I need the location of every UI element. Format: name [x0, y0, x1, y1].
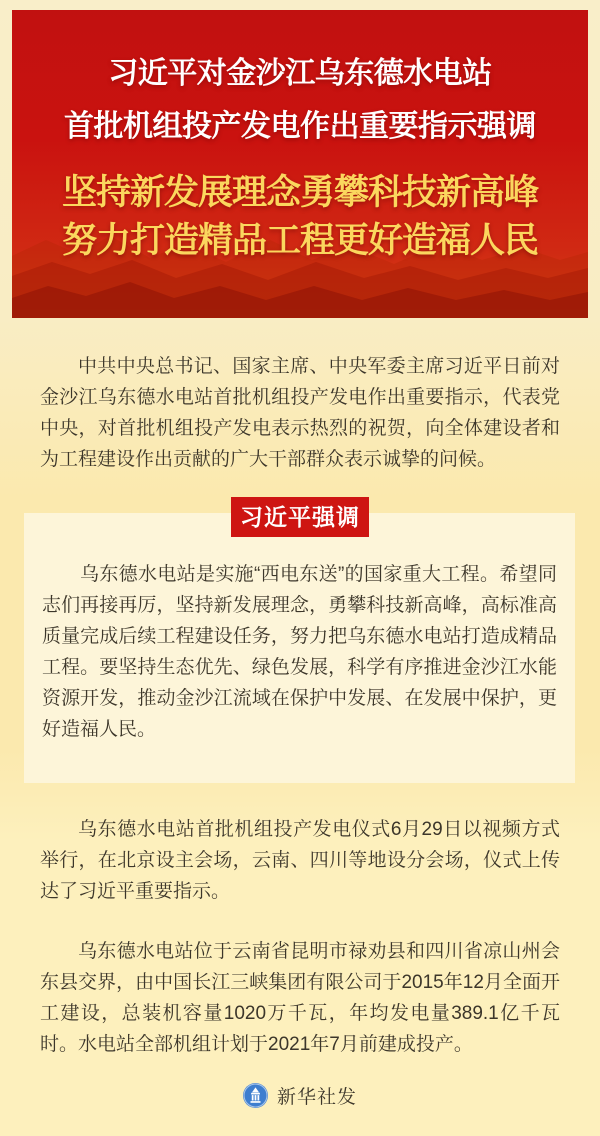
ceremony-paragraph: 乌东德水电站首批机组投产发电仪式6月29日以视频方式举行，在北京设主会场，云南、四川等地设分会场，仪式上传达了习近平重要指示。: [40, 819, 560, 902]
quote-box: [24, 513, 575, 783]
masthead: [12, 10, 588, 318]
quote-paragraph: 乌东德水电站是实施“西电东送”的国家重大工程。希望同志们再接再厉，坚持新发展理念，勇攀科技新高峰，高标准高质量完成后续工程建设任务，努力把乌东德水电站打造成精品工程。要坚持生态优先、绿色发展，科学有序推进金沙江水能资源开发，推动金沙江流域在保护中发展、在发展中保护，更好造福人民。: [42, 564, 557, 740]
news-graphic-page: [0, 10, 600, 1136]
headline-gold-line-1: 坚持新发展理念勇攀科技新高峰: [61, 173, 538, 212]
project-facts-paragraph: 乌东德水电站位于云南省昆明市禄劝县和四川省凉山州会东县交界，由中国长江三峡集团有限公司于2015年12月全面开工建设，总装机容量1020万千瓦，年均发电量389.1亿千瓦时。水电站全部机组计划于2021年7月前建成投产。: [40, 941, 560, 1055]
detail-paragraphs-section: [0, 814, 600, 1060]
footer-credit: [0, 1082, 600, 1109]
headline-line-2: 首批机组投产发电作出重要指示强调: [64, 110, 536, 143]
headline-gold-group: [12, 169, 588, 265]
quote-section: [0, 497, 600, 783]
headline-line-1: 习近平对金沙江乌东德水电站: [108, 57, 492, 90]
headline-gold-line-2: 努力打造精品工程更好造福人民: [61, 221, 538, 260]
xinhua-news-agency-logo-icon: [243, 1083, 268, 1108]
speaker-badge: 习近平强调: [231, 497, 369, 537]
lead-paragraph-section: [0, 351, 600, 475]
credit-text: 新华社发: [276, 1087, 357, 1108]
lead-paragraph: 中共中央总书记、国家主席、中央军委主席习近平日前对金沙江乌东德水电站首批机组投产发电作出重要指示，代表党中央，对首批机组投产发电表示热烈的祝贺，向全体建设者和为工程建设作出贡献的广大干部群众表示诚挚的问候。: [40, 356, 560, 470]
masthead-titles: [12, 10, 588, 265]
